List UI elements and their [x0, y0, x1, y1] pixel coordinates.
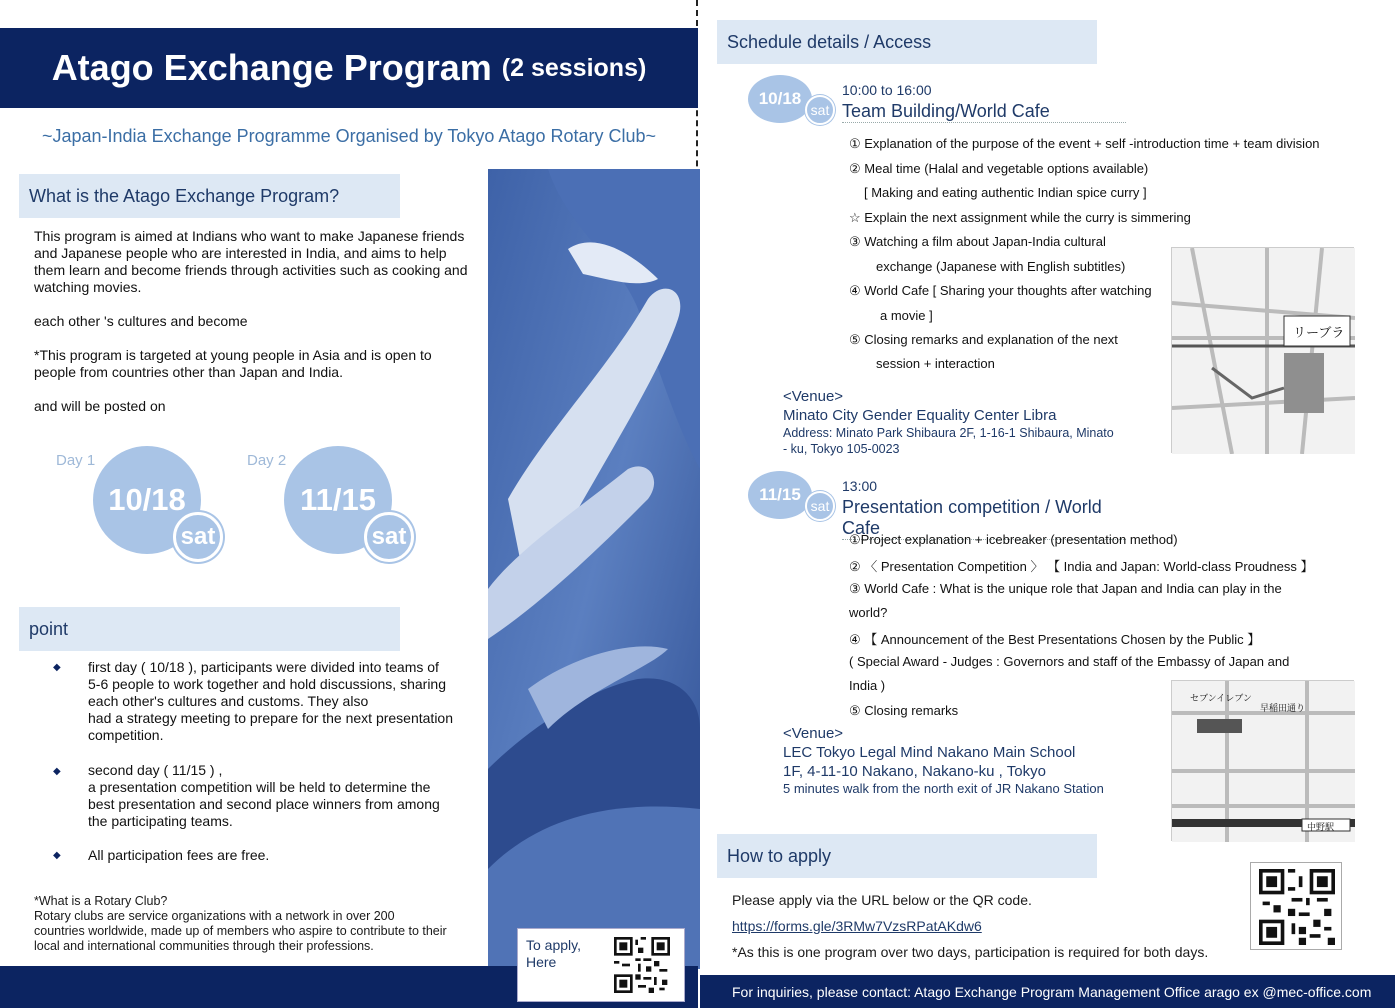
session-2-time: 13:00	[842, 478, 878, 494]
qr-code-small[interactable]	[614, 937, 670, 993]
session-2-weekday-circle	[805, 491, 835, 521]
session-2-item-3: ③ World Cafe : What is the unique role that Japan and India can play in the	[849, 581, 1282, 596]
about-para-3: *This program is targeted at young people in Asia and is open to people from countries other than Japan and India.	[34, 347, 432, 380]
hands-photo-image	[488, 169, 700, 969]
point-bullet-3: All participation fees are free.	[88, 847, 270, 863]
session-1-item-9: ⑤ Closing remarks and explanation of the next	[849, 332, 1118, 347]
apply-note: *As this is one program over two days, participation is required for both days.	[732, 944, 1209, 960]
session-2-venue-name-2: 1F, 4-11-10 Nakano, Nakano-ku , Tokyo	[783, 763, 1046, 780]
session-1-item-6: exchange (Japanese with English subtitles)	[876, 259, 1126, 274]
left-apply-box	[517, 928, 685, 1002]
session-2-map[interactable]	[1171, 680, 1354, 841]
session-2-item-2: ② 〈 Presentation Competition 〉 【 India and Japan: World-class Proudness 】	[849, 559, 1314, 574]
session-1-map[interactable]	[1171, 247, 1354, 453]
bullet-icon: ◆	[53, 662, 61, 673]
session-1-venue-addr-1: Address: Minato Park Shibaura 2F, 1-16-1 Shibaura, Minato	[783, 426, 1114, 440]
session-1-date-circle	[748, 75, 812, 123]
session-1-time: 10:00 to 16:00	[842, 82, 932, 98]
day-1-weekday-circle	[173, 512, 223, 562]
session-2-date-circle	[748, 471, 812, 519]
about-para-1: This program is aimed at Indians who want to make Japanese friends and Japanese people who are interested in India, and aims to help them learn and become friends through activities such as cooking and watching movies.	[34, 228, 468, 295]
day-2-weekday: sat	[371, 523, 407, 550]
session-2-item-5: ④ 【 Announcement of the Best Presentations Chosen by the Public 】	[849, 632, 1261, 647]
session-2-date: 11/15	[759, 485, 801, 504]
session-1-item-5: ③ Watching a film about Japan-India cultural	[849, 234, 1106, 249]
session-1-venue-label: <Venue>	[783, 388, 844, 405]
session-1-item-4: ☆ Explain the next assignment while the curry is simmering	[849, 210, 1191, 225]
session-1-weekday-circle	[805, 95, 835, 125]
session-1-item-3: [ Making and eating authentic Indian spice curry ]	[864, 185, 1147, 200]
session-2-item-6: ( Special Award - Judges : Governors and staff of the Embassy of Japan and	[849, 654, 1290, 669]
schedule-heading: Schedule details / Access	[717, 20, 1097, 64]
day-2-weekday-circle	[364, 512, 414, 562]
day-2-label: Day 2	[247, 452, 287, 469]
page-title-suffix: (2 sessions)	[501, 53, 647, 82]
map-image	[1172, 248, 1355, 454]
session-1-item-10: session + interaction	[876, 356, 995, 371]
map-2-label-3: セブンイレブン	[1190, 693, 1252, 703]
about-para-4: and will be posted on	[34, 398, 166, 414]
subtitle: ~Japan-India Exchange Programme Organised by Tokyo Atago Rotary Club~	[41, 126, 657, 146]
right-footer-bar	[700, 975, 1395, 1008]
session-1-item-2: ② Meal time (Halal and vegetable options available)	[849, 161, 1149, 176]
session-1-date: 10/18	[758, 89, 802, 108]
session-1-item-7: ④ World Cafe [ Sharing your thoughts after watching	[849, 283, 1152, 298]
session-2-venue-name-1: LEC Tokyo Legal Mind Nakano Main School	[783, 744, 1076, 761]
about-para-2: each other 's cultures and become	[34, 313, 248, 329]
session-2-venue-note: 5 minutes walk from the north exit of JR Nakano Station	[783, 781, 1104, 796]
session-1-item-1: ① Explanation of the purpose of the event + self -introduction time + team division	[849, 136, 1320, 151]
session-2-title: Presentation competition / World Cafe	[842, 497, 1126, 540]
session-1-weekday: sat	[810, 102, 830, 118]
hands-photo	[488, 169, 700, 969]
apply-box-line-1: To apply,	[526, 937, 581, 953]
day-2-date: 11/15	[300, 482, 376, 517]
bullet-icon: ◆	[53, 850, 61, 861]
footer-contact: For inquiries, please contact: Atago Exchange Program Management Office arago ex @mec-office.com	[732, 983, 1372, 1000]
session-1-item-8: a movie ]	[880, 308, 933, 323]
session-2-item-4: world?	[849, 605, 888, 620]
session-2-item-8: ⑤ Closing remarks	[849, 703, 959, 718]
session-1-title: Team Building/World Cafe	[842, 101, 1126, 123]
apply-url-link[interactable]: https://forms.gle/3RMw7VzsRPatAKdw6	[732, 918, 982, 934]
rotary-note: *What is a Rotary Club? Rotary clubs are service organizations with a network in over 200 countries worldwide, made up of members who aspire to contribute to their local and international communities through their professions.	[34, 894, 447, 953]
day-1-weekday: sat	[180, 523, 216, 550]
day-1-label: Day 1	[56, 452, 96, 469]
session-2-venue-label: <Venue>	[783, 725, 844, 742]
title-bar	[0, 28, 698, 108]
session-1-venue-name: Minato City Gender Equality Center Libra	[783, 407, 1057, 424]
page-title: Atago Exchange Program	[51, 47, 492, 88]
apply-box-line-2: Here	[526, 954, 557, 970]
apply-text: Please apply via the URL below or the QR code.	[732, 892, 1032, 908]
session-2-item-1: ①Project explanation + icebreaker (presentation method)	[849, 532, 1178, 547]
point-bullet-2: second day ( 11/15 ) , a presentation competition will be held to determine the best presentation and second place winners from among the participating teams.	[88, 762, 440, 829]
bullet-icon: ◆	[53, 766, 61, 777]
session-2-item-7: India )	[849, 678, 886, 693]
point-heading: point	[19, 607, 400, 651]
apply-heading: How to apply	[717, 834, 1097, 878]
map-1-label: リーブラ	[1293, 325, 1345, 340]
session-1-venue-addr-2: - ku, Tokyo 105-0023	[783, 442, 900, 456]
map-2-label-2: 早稲田通り	[1260, 703, 1306, 713]
about-heading: What is the Atago Exchange Program?	[19, 174, 400, 218]
point-bullet-1: first day ( 10/18 ), participants were divided into teams of 5-6 people to work together and hold discussions, sharing each other's cultures and customs. They also had a strategy meeting to prepare for the next presentation competition.	[88, 659, 454, 743]
qr-code-large[interactable]	[1250, 862, 1342, 950]
day-1-date: 10/18	[108, 482, 186, 517]
session-2-weekday: sat	[810, 498, 830, 514]
map-2-label-1: 中野駅	[1307, 822, 1335, 832]
